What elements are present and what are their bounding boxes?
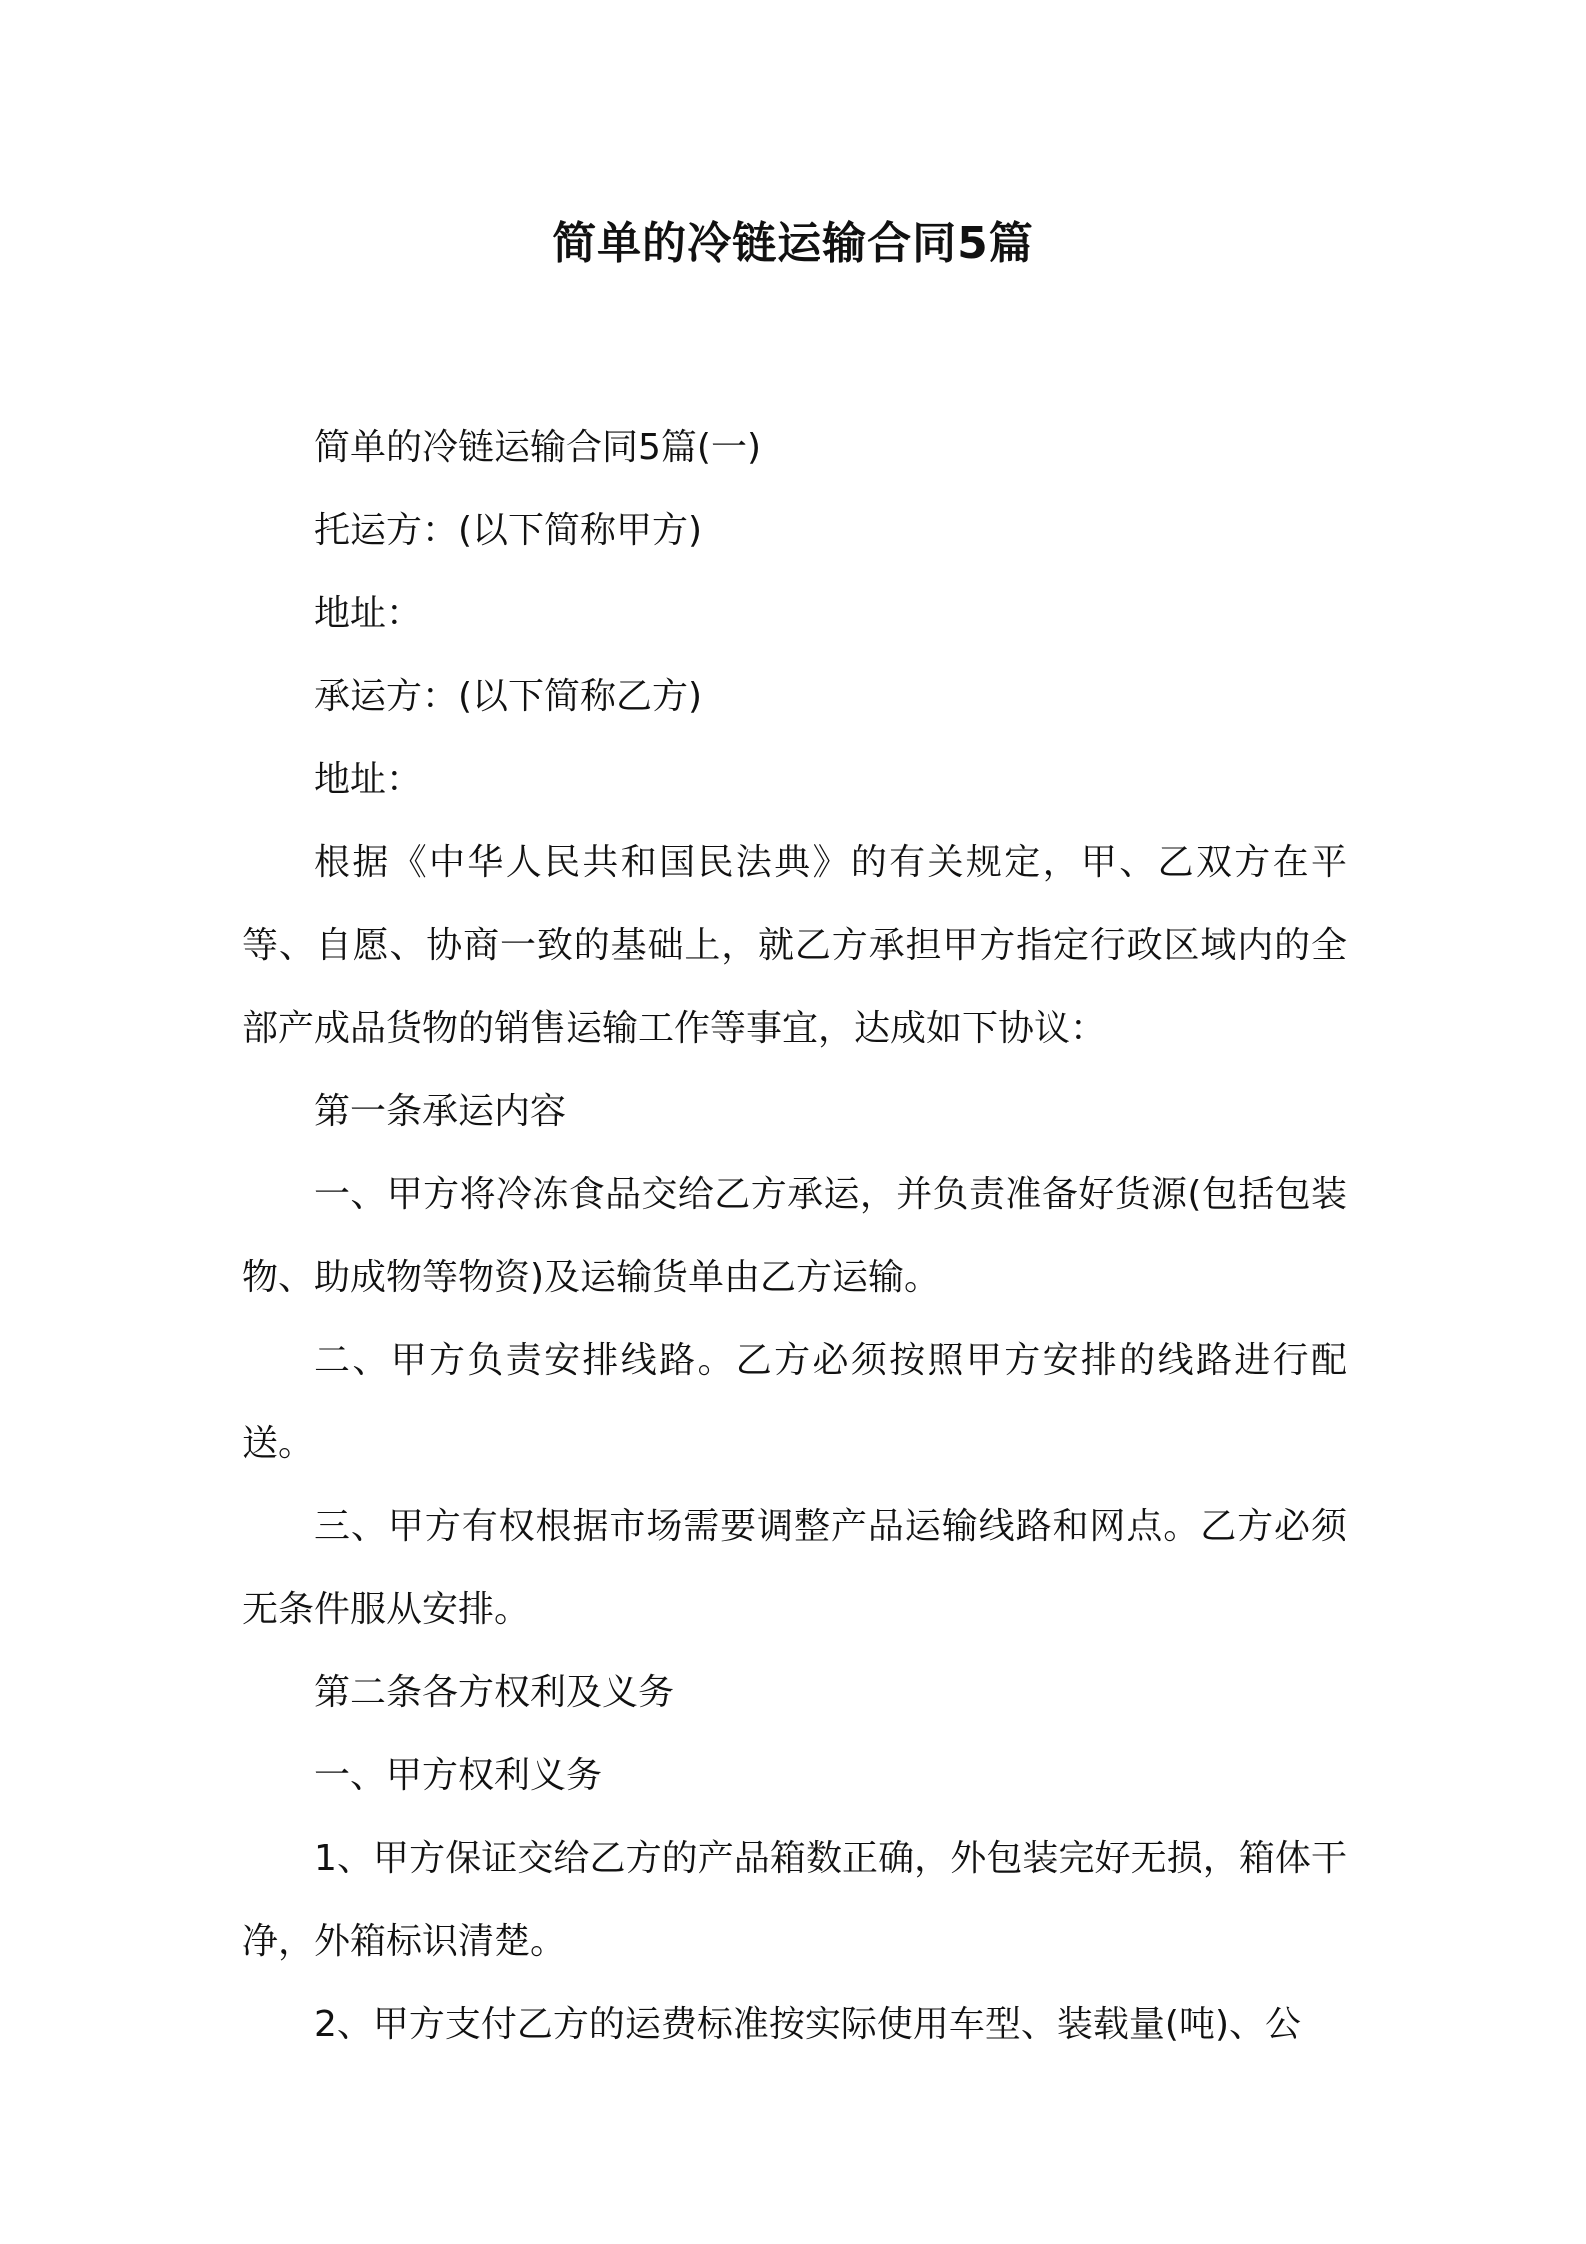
article-one-item-3: 三、甲方有权根据市场需要调整产品运输线路和网点。乙方必须无条件服从安排。 (242, 1506, 1347, 1630)
document-title: 简单的冷链运输合同5篇 (552, 218, 1034, 269)
section-heading: 简单的冷链运输合同5篇(一) (314, 427, 761, 468)
carrier-line: 承运方：(以下简称乙方) (314, 676, 703, 717)
article-one-item-1: 一、甲方将冷冻食品交给乙方承运，并负责准备好货源(包括包装物、助成物等物资)及运输货单由乙方运输。 (242, 1174, 1347, 1298)
article-one-item-2: 二、甲方负责安排线路。乙方必须按照甲方安排的线路进行配送。 (242, 1340, 1347, 1464)
document-body (242, 406, 1347, 2066)
consignor-line: 托运方：(以下简称甲方) (314, 510, 703, 551)
carrier-address-line: 地址： (314, 759, 423, 800)
consignor-address-line: 地址： (314, 593, 423, 634)
party-a-clause-1: 1、甲方保证交给乙方的产品箱数正确，外包装完好无损，箱体干净，外箱标识清楚。 (242, 1838, 1347, 1962)
preamble-paragraph: 根据《中华人民共和国民法典》的有关规定，甲、乙双方在平等、自愿、协商一致的基础上，就乙方承担甲方指定行政区域内的全部产成品货物的销售运输工作等事宜，达成如下协议： (242, 842, 1347, 1049)
article-two-heading: 第二条各方权利及义务 (314, 1672, 675, 1713)
party-a-clause-2: 2、甲方支付乙方的运费标准按实际使用车型、装载量(吨)、公 (314, 2004, 1301, 2045)
article-one-heading: 第一条承运内容 (314, 1091, 567, 1132)
party-a-rights-heading: 一、甲方权利义务 (314, 1755, 603, 1796)
